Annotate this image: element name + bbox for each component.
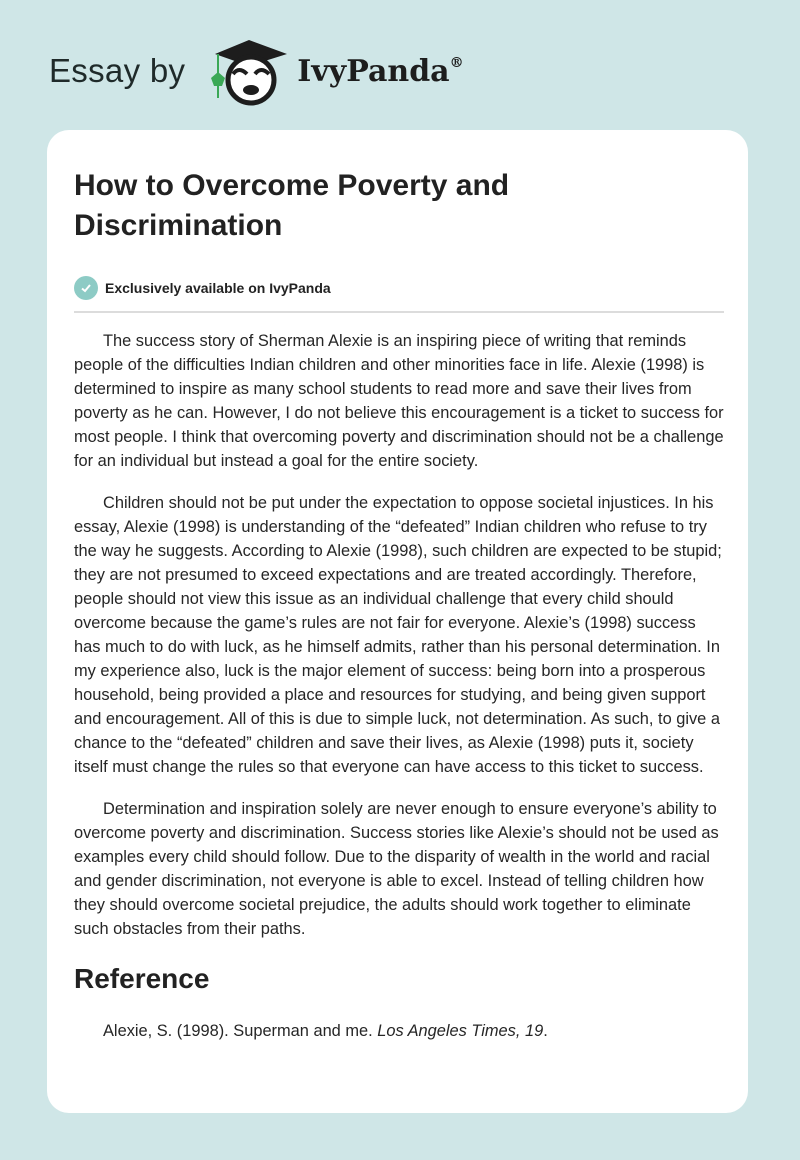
site-header: [49, 36, 464, 106]
essay-card: [47, 130, 748, 1113]
reference-entry: Alexie, S. (1998). Superman and me. Los Angeles Times, 19.: [103, 1022, 548, 1040]
ivypanda-logo-icon[interactable]: [205, 36, 293, 106]
brand-name: IvyPanda®: [297, 53, 464, 89]
essay-by-label: Essay by: [49, 52, 186, 89]
essay-title: How to Overcome Poverty and Discrimination: [74, 169, 510, 242]
divider: [74, 311, 724, 313]
paragraph: Determination and inspiration solely are never enough to ensure everyone’s ability to overcome poverty and discrimination. Success stories like Alexie’s should not be used as examples every child should follow. Due to the disparity of wealth in the world and racial and gender discrimination, not everyone is able to excel. Instead of telling children how they should overcome societal prejudice, the adults should work together to eliminate such obstacles from their paths.: [74, 800, 719, 938]
paragraph: The success story of Sherman Alexie is an inspiring piece of writing that reminds people of the difficulties Indian children and other minorities face in life. Alexie (1998) is determined to inspire as many school students to read more and save their lives from poverty as he can. However, I do not believe this encouragement is a ticket to success for most people. I think that overcoming poverty and discrimination should not be a challenge for an individual but instead a goal for the entire society.: [74, 332, 724, 470]
reference-heading: Reference: [74, 963, 210, 994]
check-icon: [74, 276, 98, 300]
paragraph: Children should not be put under the expectation to oppose societal injustices. In his essay, Alexie (1998) is understanding of the “defeated” Indian children who refuse to try the way he suggests. According to Alexie (1998), such children are expected to be stupid; they are not presumed to exceed expectations and are treated accordingly. Therefore, people should not view this issue as an individual challenge that every child should overcome because the game’s rules are not fair for everyone. Alexie’s (1998) success has much to do with luck, as he himself admits, rather than his personal determination. In my experience also, luck is the major element of success: being born into a prosperous household, being provided a place and resources for studying, and being given support and encouragement. All of this is due to simple luck, not determination. As such, to give a chance to the “defeated” children and save their lives, as Alexie (1998) puts it, society itself must change the rules so that everyone can have access to this ticket to success.: [74, 494, 722, 776]
exclusive-badge: Exclusively available on IvyPanda: [74, 276, 724, 300]
